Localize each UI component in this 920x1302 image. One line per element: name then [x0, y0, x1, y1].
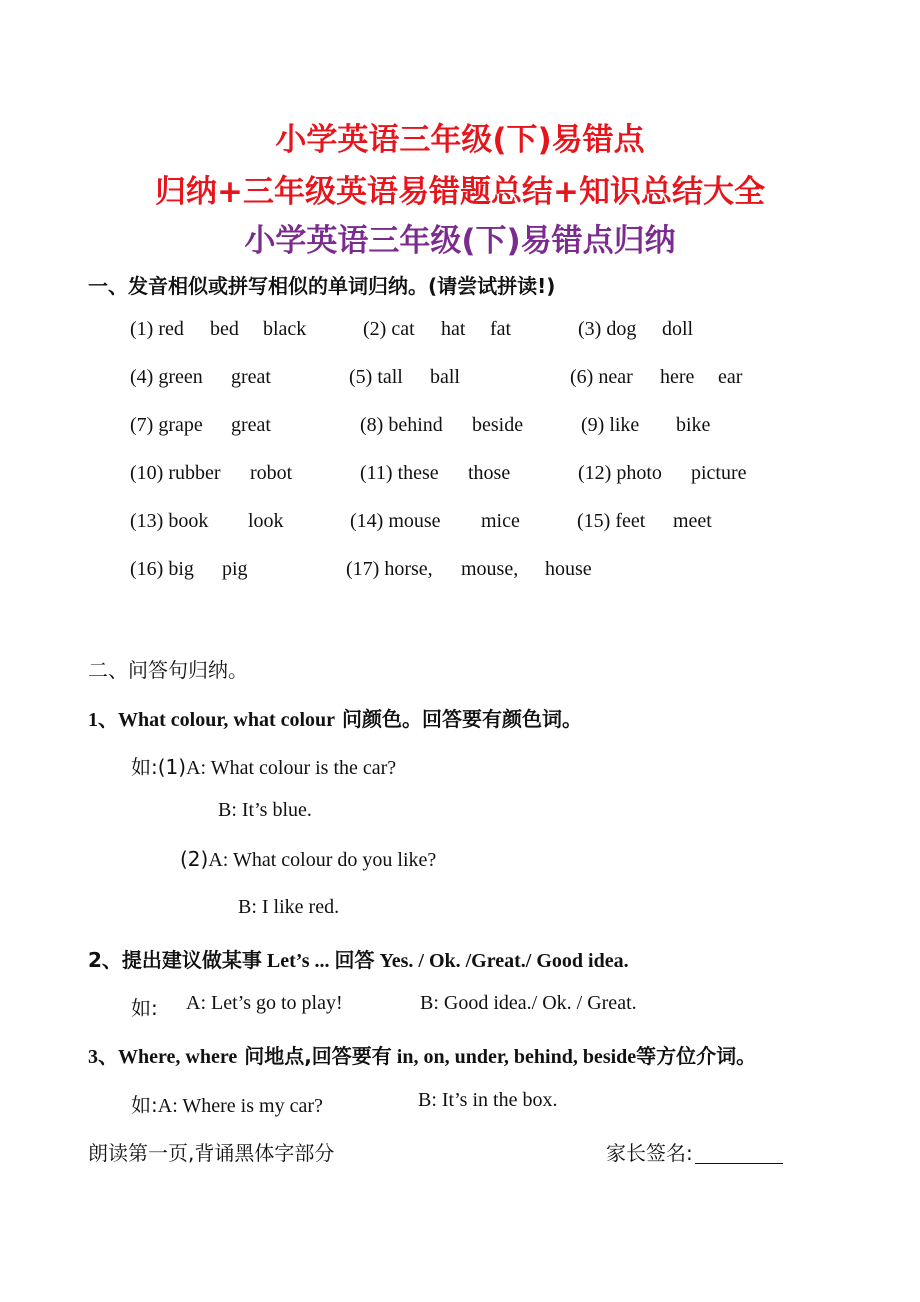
word-item: (16) big	[130, 558, 194, 580]
q2-heading	[88, 944, 629, 973]
signature-line[interactable]	[695, 1143, 783, 1164]
word-item: hat	[441, 318, 466, 340]
word-row-4	[0, 462, 920, 492]
q1-example-1a	[131, 751, 396, 780]
q3-ex-a: A: Where is my car?	[157, 1095, 323, 1117]
q3-heading-en2: in, on, under, behind, beside	[396, 1046, 637, 1068]
q2-ex-b: B: Good idea./ Ok. / Great.	[420, 992, 637, 1014]
word-item: (2) cat	[363, 318, 415, 340]
word-item: (11) these	[360, 462, 439, 484]
parent-signature-label: 家长签名:	[606, 1141, 693, 1165]
word-item: (3) dog	[578, 318, 637, 340]
word-item: (4) green	[130, 366, 203, 388]
q1-ex2-b: B: I like red.	[238, 896, 340, 918]
q1-ex1-prefix: 如:(1)	[131, 755, 187, 779]
word-item: (7) grape	[130, 414, 203, 436]
word-item: robot	[250, 462, 293, 484]
q3-ex-prefix: 如:	[131, 1093, 158, 1117]
q1-example-2a	[180, 847, 436, 872]
word-item: ball	[430, 366, 460, 388]
word-row-2	[0, 366, 920, 396]
word-item: bed	[210, 318, 239, 340]
q1-heading-en: 1、What colour, what colour	[88, 709, 336, 731]
q3-heading-en: 3、Where, where	[88, 1046, 238, 1068]
title-line-3: 小学英语三年级(下)易错点归纳	[244, 223, 676, 259]
q2-example	[131, 992, 158, 1021]
word-item: (15) feet	[577, 510, 646, 532]
word-item: fat	[490, 318, 512, 340]
word-item: those	[468, 462, 511, 484]
word-item: bike	[676, 414, 711, 436]
q1-ex2-a: A: What colour do you like?	[208, 849, 437, 871]
word-item: (5) tall	[349, 366, 403, 388]
q3-heading-cn2: 等方位介词。	[636, 1044, 757, 1068]
q1-ex1-a: A: What colour is the car?	[186, 757, 397, 779]
title-line-1: 小学英语三年级(下)易错点	[275, 122, 645, 158]
word-item: (1) red	[130, 318, 184, 340]
footer-instruction: 朗读第一页,背诵黑体字部分	[88, 1141, 335, 1165]
q2-heading-cn: 2、提出建议做某事	[88, 948, 262, 972]
word-row-6	[0, 558, 920, 588]
q2-heading-en2: Yes. / Ok. /Great./ Good idea.	[379, 950, 629, 972]
word-item: doll	[662, 318, 694, 340]
q3-heading	[88, 1040, 756, 1069]
word-item: (13) book	[130, 510, 209, 532]
word-item: black	[263, 318, 307, 340]
word-item: (17) horse,	[346, 558, 433, 580]
word-item: look	[248, 510, 284, 532]
q1-ex2-prefix: (2)	[180, 847, 209, 871]
word-item: great	[231, 414, 271, 436]
q2-ex-a: A: Let’s go to play!	[186, 992, 343, 1014]
word-row-3	[0, 414, 920, 444]
word-item: meet	[673, 510, 712, 532]
q1-heading	[88, 703, 582, 732]
word-item: great	[231, 366, 271, 388]
word-item: (12) photo	[578, 462, 662, 484]
word-item: (6) near	[570, 366, 633, 388]
word-item: mouse,	[461, 558, 519, 580]
q3-example	[131, 1089, 323, 1118]
q3-ex-b: B: It’s in the box.	[418, 1089, 558, 1111]
q3-heading-cn: 问地点,回答要有	[237, 1044, 392, 1068]
word-item: (10) rubber	[130, 462, 221, 484]
title-line-2: 归纳+三年级英语易错题总结+知识总结大全	[155, 174, 765, 210]
word-item: mice	[481, 510, 520, 532]
q2-heading-cn2: 回答	[334, 948, 375, 972]
section2-heading: 二、问答句归纳。	[88, 658, 248, 682]
section1-heading: 一、发音相似或拼写相似的单词归纳。(请尝试拼读!)	[88, 274, 556, 298]
word-item: (9) like	[581, 414, 640, 436]
word-row-5	[0, 510, 920, 540]
word-item: picture	[691, 462, 747, 484]
word-item: pig	[222, 558, 248, 580]
word-item: here	[660, 366, 695, 388]
word-item: (14) mouse	[350, 510, 441, 532]
q1-ex1-b: B: It’s blue.	[218, 799, 312, 821]
word-row-1	[0, 318, 920, 348]
word-item: house	[545, 558, 592, 580]
word-item: beside	[472, 414, 524, 436]
q2-ex-prefix: 如:	[131, 996, 158, 1020]
parent-signature	[606, 1137, 783, 1166]
q2-heading-en: Let’s ...	[266, 950, 330, 972]
q1-heading-cn: 问颜色。回答要有颜色词。	[335, 707, 583, 731]
word-item: (8) behind	[360, 414, 443, 436]
word-item: ear	[718, 366, 743, 388]
